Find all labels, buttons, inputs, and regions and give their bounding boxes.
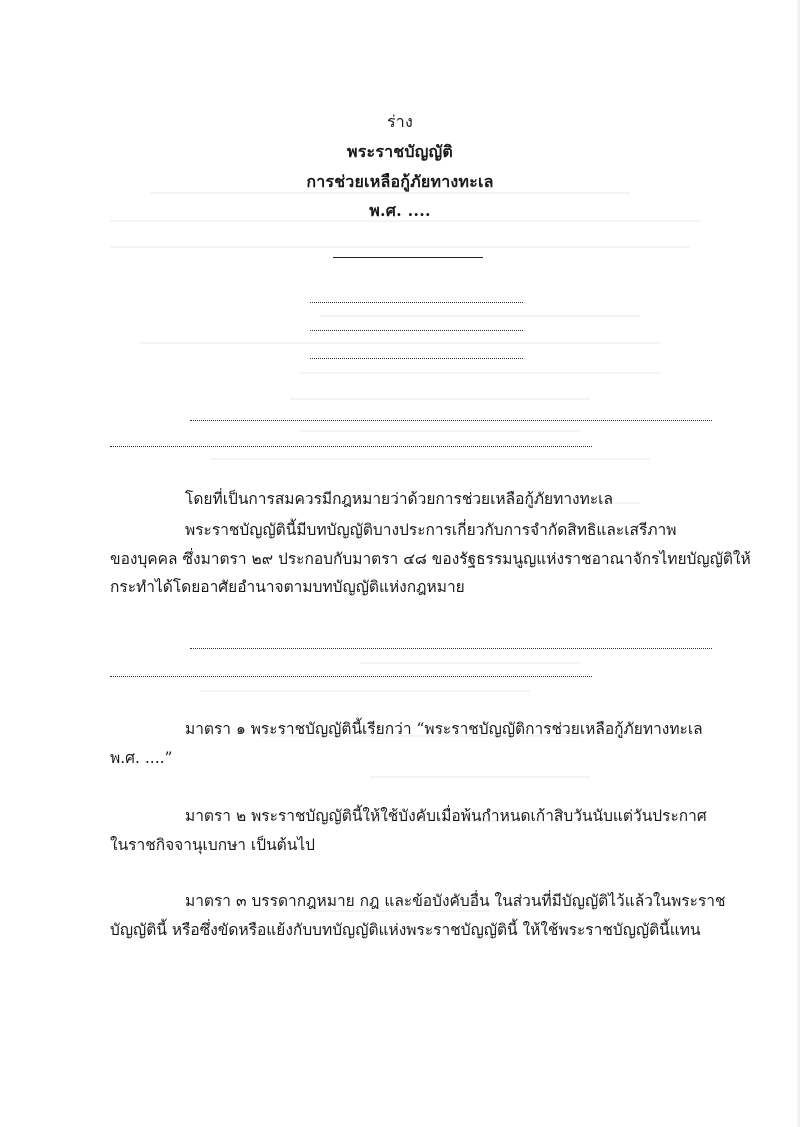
act-year: พ.ศ. ....	[369, 201, 431, 220]
title-underline	[333, 257, 483, 258]
dotted-placeholder-line	[110, 676, 592, 677]
section-3-text: บัญญัตินี้ หรือซึ่งขัดหรือแย้งกับบทบัญญัติแห่งพระราชบัญญัตินี้ ให้ใช้พระราชบัญญัตินี้แทน	[110, 921, 701, 939]
preamble-line: ของบุคคล ซึ่งมาตรา ๒๙ ประกอบกับมาตรา ๔๘ ของรัฐธรรมนูญแห่งราชอาณาจักรไทยบัญญัติให้	[110, 550, 751, 568]
dotted-placeholder-line	[310, 302, 523, 303]
dotted-placeholder-line	[310, 358, 523, 359]
section-2-text: ในราชกิจจานุเบกษา เป็นต้นไป	[110, 836, 315, 854]
dotted-placeholder-line	[190, 420, 712, 421]
act-title: พระราชบัญญัติ	[347, 142, 453, 161]
section-1-text: มาตรา ๑ พระราชบัญญัตินี้เรียกว่า “พระราชบัญญัติการช่วยเหลือกู้ภัยทางทะเล	[185, 720, 703, 738]
section-2-text: มาตรา ๒ พระราชบัญญัตินี้ให้ใช้บังคับเมื่อพ้นกำหนดเก้าสิบวันนับแต่วันประกาศ	[185, 807, 707, 825]
dotted-placeholder-line	[190, 648, 712, 649]
preamble-line: พระราชบัญญัตินี้มีบทบัญญัติบางประการเกี่ยวกับการจำกัดสิทธิและเสรีภาพ	[185, 521, 677, 539]
section-1-text: พ.ศ. ....”	[110, 749, 173, 767]
dotted-placeholder-line	[310, 330, 523, 331]
act-subject: การช่วยเหลือกู้ภัยทางทะเล	[306, 172, 494, 191]
preamble-line: กระทำได้โดยอาศัยอำนาจตามบทบัญญัติแห่งกฎหมาย	[110, 578, 465, 596]
dotted-placeholder-line	[110, 446, 592, 447]
section-3-text: มาตรา ๓ บรรดากฎหมาย กฎ และข้อบังคับอื่น ในส่วนที่มีบัญญัติไว้แล้วในพระราช	[185, 892, 726, 910]
preamble-line: โดยที่เป็นการสมควรมีกฎหมายว่าด้วยการช่วยเหลือกู้ภัยทางทะเล	[185, 490, 613, 508]
draft-label: ร่าง	[387, 112, 413, 131]
